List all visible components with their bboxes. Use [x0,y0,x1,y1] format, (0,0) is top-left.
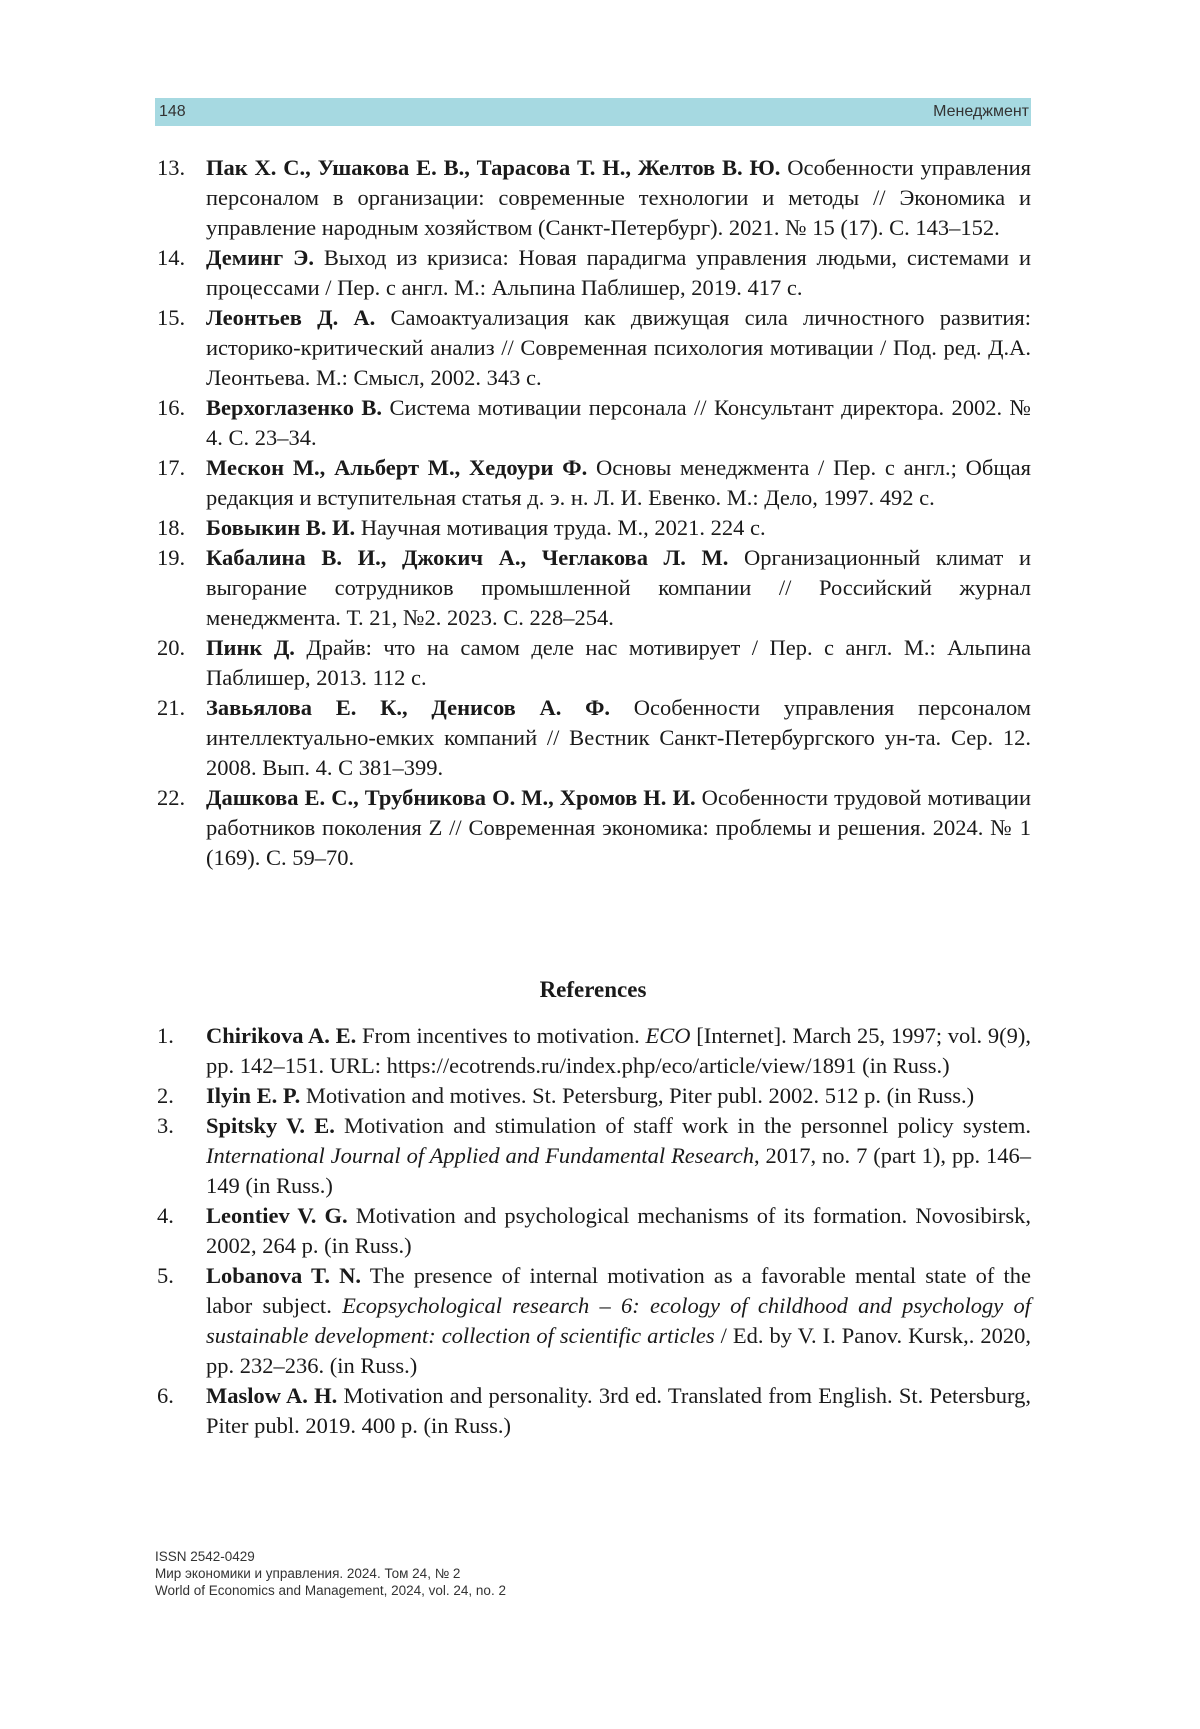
reference-item [155,1201,1031,1261]
running-header [155,98,1031,126]
reference-text-tail: / Ed. by V. I. Panov. Kursk,. 2020, pp. 232–236. (in Russ.) [206,1323,1032,1378]
reference-text: Драйв: что на самом деле нас мотивирует / Пер. с англ. М.: Альпина Паблишер, 2013. 112 с. [206,635,1032,690]
reference-number: 17. [157,455,186,480]
reference-authors: Завьялова Е. К., Денисов А. Ф. [206,695,611,720]
reference-item [155,303,1031,393]
section-title: Менеджмент [933,103,1029,120]
page-footer [155,1548,506,1599]
footer-journal-en: World of Economics and Management, 2024, vol. 24, no. 2 [155,1583,506,1598]
russian-reference-list [155,153,1031,873]
reference-authors: Кабалина В. И., Джокич А., Чеглакова Л. М. [206,545,729,570]
reference-text: Выход из кризиса: Новая парадигма управления людьми, системами и процессами / Пер. с англ. М.: Альпина Паблишер, 2019. 417 с. [206,245,1031,300]
reference-item [155,693,1031,783]
reference-authors: Пак Х. С., Ушакова Е. В., Тарасова Т. Н., Желтов В. Ю. [206,155,781,180]
reference-item [155,1081,1031,1111]
reference-text: Научная мотивация труда. М., 2021. 224 с. [360,515,766,540]
reference-authors: Мескон М., Альберт М., Хедоури Ф. [206,455,588,480]
reference-source-italic: ECO [645,1023,691,1048]
reference-authors: Chirikova A. E. [206,1023,357,1048]
reference-authors: Leontiev V. G. [206,1203,348,1228]
reference-number: 15. [157,305,186,330]
english-reference-list [155,1021,1031,1441]
reference-source-italic: Ecopsychological research – 6: ecology of childhood and psychology of sustainable development: collection of scientific articles [206,1293,1032,1348]
reference-text: Motivation and stimulation of staff work in the personnel policy system. [344,1113,1031,1138]
reference-number: 16. [157,395,186,420]
reference-text: Особенности управления персоналом интеллектуально-емких компаний // Вестник Санкт-Петербургского ун-та. Сер. 12. 2008. Вып. 4. С 381–399. [206,695,1031,780]
reference-item [155,1021,1031,1081]
reference-item [155,1261,1031,1381]
reference-text: Организационный климат и выгорание сотрудников промышленной компании // Российский журнал менеджмента. Т. 21, №2. 2023. С. 228–254. [206,545,1031,630]
reference-authors: Леонтьев Д. А. [206,305,376,330]
reference-text: Основы менеджмента / Пер. с англ.; Общая редакция и вступительная статья д. э. н. Л. И. Евенко. М.: Дело, 1997. 492 с. [206,455,1032,510]
reference-text: Motivation and personality. 3rd ed. Translated from English. St. Petersburg, Piter publ. 2019. 400 p. (in Russ.) [206,1383,1032,1438]
reference-authors: Дашкова Е. С., Трубникова О. М., Хромов Н. И. [206,785,696,810]
reference-authors: Spitsky V. E. [206,1113,335,1138]
reference-item [155,513,1031,543]
reference-authors: Ilyin E. P. [206,1083,301,1108]
footer-journal-ru: Мир экономики и управления. 2024. Том 24, № 2 [155,1566,461,1581]
reference-number: 3. [157,1113,174,1138]
reference-item [155,543,1031,633]
reference-source-italic: International Journal of Applied and Fundamental Research [206,1143,754,1168]
reference-authors: Деминг Э. [206,245,314,270]
reference-text-tail: [Internet]. March 25, 1997; vol. 9(9), pp. 142–151. URL: https://ecotrends.ru/index.php/eco/article/view/1891 (in Russ.) [206,1023,1032,1078]
reference-item [155,1381,1031,1441]
reference-item [155,633,1031,693]
reference-number: 14. [157,245,186,270]
reference-authors: Бовыкин В. И. [206,515,356,540]
reference-number: 6. [157,1383,174,1408]
reference-text: Особенности трудовой мотивации работников поколения Z // Современная экономика: проблемы и решения. 2024. № 1 (169). С. 59–70. [206,785,1032,870]
reference-number: 22. [157,785,186,810]
reference-text: From incentives to motivation. [361,1023,640,1048]
reference-item [155,243,1031,303]
reference-authors: Пинк Д. [206,635,295,660]
reference-number: 19. [157,545,186,570]
reference-authors: Maslow A. H. [206,1383,338,1408]
reference-number: 13. [157,155,186,180]
reference-text: The presence of internal motivation as a favorable mental state of the labor subject. [206,1263,1032,1318]
page-number: 148 [159,103,186,120]
reference-item [155,1111,1031,1201]
references-heading: References [539,977,647,1002]
reference-authors: Верхоглазенко В. [206,395,383,420]
reference-text: Motivation and psychological mechanisms of its formation. Novosibirsk, 2002, 264 p. (in Russ.) [206,1203,1031,1258]
footer-issn: ISSN 2542-0429 [155,1549,255,1564]
reference-number: 1. [157,1023,174,1048]
reference-number: 4. [157,1203,174,1228]
reference-text: Motivation and motives. St. Petersburg, Piter publ. 2002. 512 p. (in Russ.) [305,1083,975,1108]
reference-text: Самоактуализация как движущая сила личностного развития: историко-критический анализ // Современная психология мотивации / Под. ред. Д.А. Леонтьева. М.: Смысл, 2002. 343 с. [206,305,1031,390]
reference-text: Система мотивации персонала // Консультант директора. 2002. № 4. С. 23–34. [206,395,1031,450]
reference-item [155,393,1031,453]
reference-number: 20. [157,635,186,660]
reference-text-tail: , 2017, no. 7 (part 1), pp. 146–149 (in Russ.) [206,1143,1031,1198]
reference-number: 5. [157,1263,174,1288]
reference-number: 18. [157,515,186,540]
reference-item [155,153,1031,243]
reference-number: 21. [157,695,186,720]
reference-number: 2. [157,1083,174,1108]
reference-item [155,453,1031,513]
reference-authors: Lobanova T. N. [206,1263,361,1288]
reference-text: Особенности управления персоналом в организации: современные технологии и методы // Экономика и управление народным хозяйством (Санкт-Петербург). 2021. № 15 (17). С. 143–152. [206,155,1031,240]
reference-item [155,783,1031,873]
